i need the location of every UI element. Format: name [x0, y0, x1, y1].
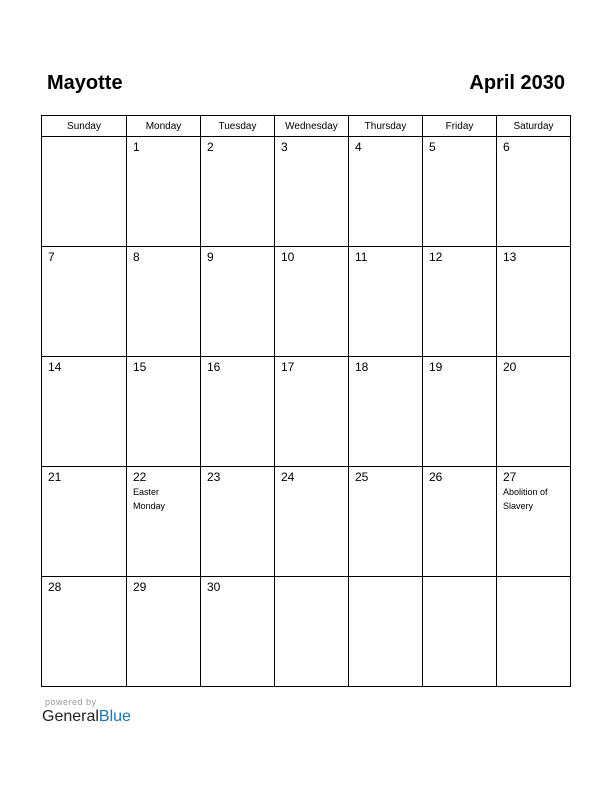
- holiday-label: [42, 594, 116, 595]
- holiday-label: [349, 264, 423, 265]
- week-row: [42, 137, 571, 247]
- logo-text-blue: Blue: [98, 708, 131, 725]
- logo-text-general: General: [42, 708, 99, 725]
- day-cell: [349, 577, 423, 687]
- weekday-header: Thursday: [349, 116, 423, 137]
- holiday-label: [201, 154, 275, 155]
- day-number: 6: [503, 140, 510, 154]
- day-cell: [423, 247, 497, 357]
- week-row: [42, 577, 571, 687]
- day-cell: [42, 577, 127, 687]
- holiday-label: [497, 264, 571, 265]
- holiday-label: [497, 154, 571, 155]
- day-cell: [127, 247, 201, 357]
- day-number: 22: [133, 470, 147, 484]
- holiday-label: [275, 484, 349, 485]
- weekday-header: Wednesday: [275, 116, 349, 137]
- day-cell: [497, 247, 571, 357]
- day-number: 23: [207, 470, 221, 484]
- day-cell: [201, 137, 275, 247]
- holiday-label: [42, 484, 116, 485]
- day-number: 15: [133, 360, 147, 374]
- holiday-label: Abolition of Slavery: [503, 487, 548, 511]
- holiday-label: [423, 374, 497, 375]
- week-row: [42, 247, 571, 357]
- day-cell: [127, 137, 201, 247]
- holiday-label: [423, 484, 497, 485]
- day-cell: [349, 247, 423, 357]
- holiday-label: [201, 594, 275, 595]
- day-cell: [349, 467, 423, 577]
- day-number: 8: [133, 250, 140, 264]
- day-cell: [497, 467, 571, 577]
- day-cell: [42, 467, 127, 577]
- day-number: 7: [48, 250, 55, 264]
- day-number: 5: [429, 140, 436, 154]
- day-cell: [275, 247, 349, 357]
- holiday-label: [201, 374, 275, 375]
- holiday-label: [423, 264, 497, 265]
- day-cell: [275, 577, 349, 687]
- holiday-label: [349, 374, 423, 375]
- day-number: 4: [355, 140, 362, 154]
- holiday-label: [275, 580, 349, 581]
- generalblue-logo[interactable]: [42, 708, 131, 726]
- day-number: 24: [281, 470, 295, 484]
- day-number: 13: [503, 250, 517, 264]
- day-cell: [423, 357, 497, 467]
- day-cell: [201, 247, 275, 357]
- day-cell: [349, 357, 423, 467]
- day-number: 21: [48, 470, 62, 484]
- week-row: [42, 467, 571, 577]
- holiday-label: [42, 374, 116, 375]
- day-number: 10: [281, 250, 295, 264]
- day-number: 25: [355, 470, 369, 484]
- holiday-label: [127, 154, 201, 155]
- holiday-label: [423, 154, 497, 155]
- calendar-region-title: Mayotte: [47, 72, 123, 94]
- holiday-label: [349, 154, 423, 155]
- holiday-label: [275, 154, 349, 155]
- calendar-month-title: April 2030: [469, 72, 565, 94]
- footer-branding[interactable]: [42, 697, 131, 726]
- day-number: 9: [207, 250, 214, 264]
- day-cell: [127, 467, 201, 577]
- day-number: 27: [503, 470, 517, 484]
- holiday-label: [349, 580, 423, 581]
- day-cell: [275, 467, 349, 577]
- holiday-label: [423, 580, 497, 581]
- weekday-header: Sunday: [42, 116, 127, 137]
- day-number: 3: [281, 140, 288, 154]
- holiday-label: [349, 484, 423, 485]
- day-number: 30: [207, 580, 221, 594]
- calendar-grid: [41, 115, 571, 687]
- day-number: 16: [207, 360, 221, 374]
- day-cell: [127, 357, 201, 467]
- holiday-label: [275, 374, 349, 375]
- day-number: 2: [207, 140, 214, 154]
- day-number: 29: [133, 580, 147, 594]
- day-cell: [201, 577, 275, 687]
- day-cell: [275, 357, 349, 467]
- day-cell: [42, 357, 127, 467]
- day-cell: [275, 137, 349, 247]
- day-number: 12: [429, 250, 443, 264]
- holiday-label: [42, 140, 116, 141]
- day-cell: [423, 137, 497, 247]
- day-cell: [423, 467, 497, 577]
- day-number: 1: [133, 140, 140, 154]
- holiday-label: Easter Monday: [133, 487, 166, 511]
- day-cell: [201, 467, 275, 577]
- day-cell: [42, 247, 127, 357]
- holiday-label: [42, 264, 116, 265]
- holiday-label: [127, 374, 201, 375]
- week-row: [42, 357, 571, 467]
- day-number: 20: [503, 360, 517, 374]
- holiday-label: [127, 264, 201, 265]
- day-cell: [423, 577, 497, 687]
- day-number: 19: [429, 360, 443, 374]
- holiday-label: [275, 264, 349, 265]
- day-cell: [127, 577, 201, 687]
- day-cell: [497, 577, 571, 687]
- day-cell: [497, 357, 571, 467]
- holiday-label: [201, 484, 275, 485]
- holiday-label: [201, 264, 275, 265]
- day-cell: [201, 357, 275, 467]
- powered-by-text: powered by: [45, 697, 97, 707]
- holiday-label: [497, 580, 571, 581]
- day-number: 28: [48, 580, 62, 594]
- weekday-header: Tuesday: [201, 116, 275, 137]
- day-number: 14: [48, 360, 62, 374]
- day-number: 11: [355, 250, 368, 264]
- day-cell: [42, 137, 127, 247]
- day-cell: [349, 137, 423, 247]
- day-number: 26: [429, 470, 443, 484]
- holiday-label: [497, 374, 571, 375]
- day-cell: [497, 137, 571, 247]
- weekday-header: Friday: [423, 116, 497, 137]
- day-number: 17: [281, 360, 295, 374]
- weekday-header-row: [42, 116, 571, 137]
- weekday-header: Monday: [127, 116, 201, 137]
- weekday-header: Saturday: [497, 116, 571, 137]
- day-number: 18: [355, 360, 369, 374]
- holiday-label: [127, 594, 201, 595]
